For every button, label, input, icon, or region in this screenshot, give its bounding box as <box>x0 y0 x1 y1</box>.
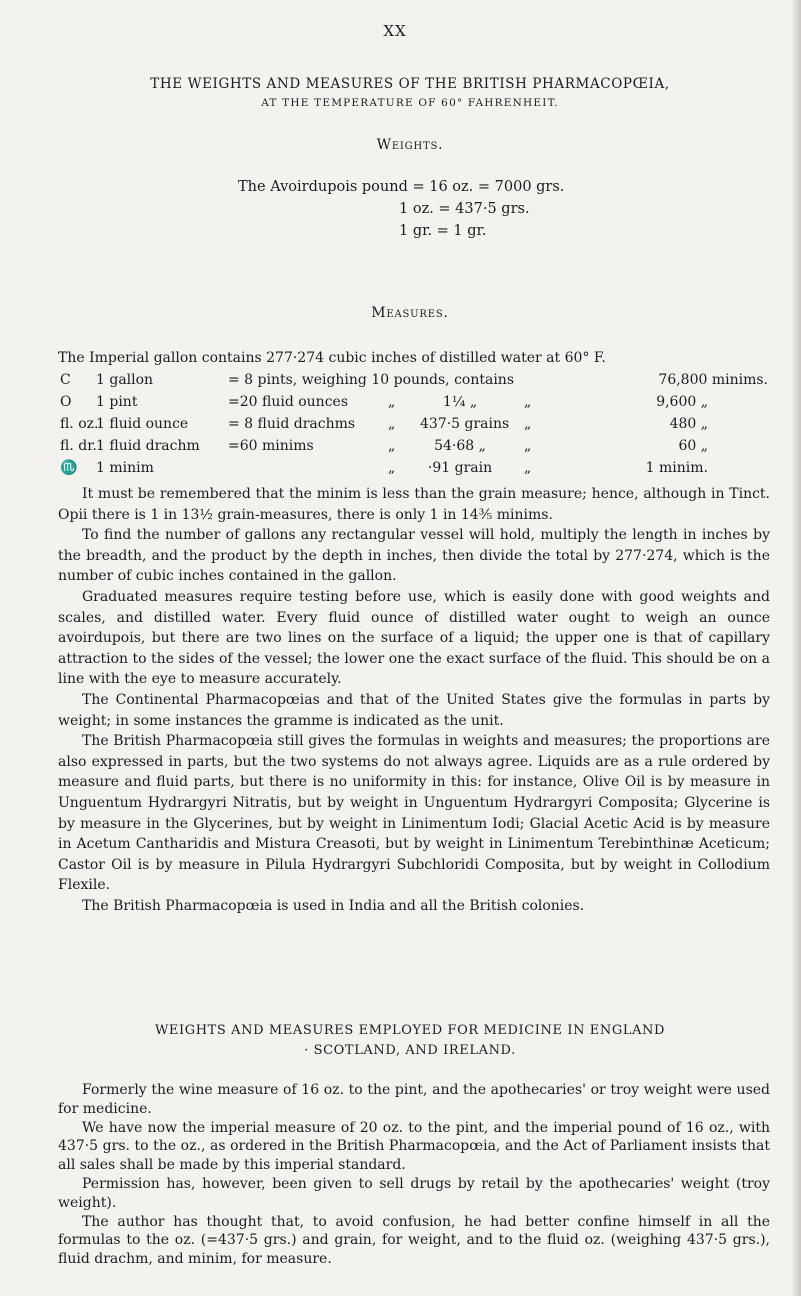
measure-weight: 437·5 grains <box>420 416 510 432</box>
table-row <box>58 460 768 480</box>
measure-minims: 9,600 „ <box>656 394 708 410</box>
measure-equivalent: =20 fluid ounces <box>228 394 349 410</box>
measure-weight: 54·68 „ <box>434 438 486 454</box>
weights-line-1: The Avoirdupois pound = 16 oz. = 7000 grs. <box>238 179 565 195</box>
ditto-mark: „ <box>524 438 532 454</box>
ditto-mark: „ <box>388 460 396 476</box>
ditto-mark: „ <box>388 416 396 432</box>
paragraph: It must be remembered that the minim is less than the grain measure; hence, although in Tinct. Opii there is 1 in 13½ grain-measures, there is only 1 in 14⅗ minims. <box>58 486 770 523</box>
ditto-mark: „ <box>524 416 532 432</box>
measure-name: 1 gallon <box>96 372 154 388</box>
measure-abbr: fl. dr. <box>60 438 97 454</box>
paragraph: The British Pharmacopœia still gives the formulas in weights and measures; the proportions are also expressed in parts, but the two systems do not always agree. Liquids are as a rule ordered by measure and fluid parts, but there is no uniformity in this: for instance, Olive Oil is by measure in Unguentum Hydrargyri Nitratis, but by weight in Unguentum Hydrargyri Composita; Glycerine is by measure in the Glycerines, but by weight in Linimentum Iodi; Glacial Acetic Acid is by measure in Acetum Cantharidis and Mistura Creasoti, but by weight in Linimentum Terebinthinæ Aceticum; Castor Oil is by measure in Pilula Hydrargyri Subchloridi Composita, but by weight in Collodium Flexile. <box>58 733 770 894</box>
ditto-mark: „ <box>524 460 532 476</box>
measure-abbr: C <box>60 372 71 388</box>
weights-line-3: 1 gr. = 1 gr. <box>399 223 487 239</box>
ditto-mark: „ <box>388 438 396 454</box>
measure-minims: 60 „ <box>678 438 708 454</box>
section-title: THE WEIGHTS AND MEASURES OF THE BRITISH PHARMACOPŒIA, <box>150 76 670 92</box>
measure-name: 1 minim <box>96 460 154 476</box>
measure-weight: ·91 grain <box>427 460 493 476</box>
measure-name: 1 fluid drachm <box>96 438 200 454</box>
measure-minims: 1 minim. <box>645 460 708 476</box>
paragraph: The author has thought that, to avoid confusion, he had better confine himself in all the formulas to the oz. (=437·5 grs.) and grain, for weight, and to the fluid oz. (weighing 437·5 grs.), fluid drachm, and minim, for measure. <box>58 1213 770 1268</box>
paragraph: To find the number of gallons any rectangular vessel will hold, multiply the length in inches by the breadth, and the product by the depth in inches, then divide the total by 277·274, which is the number of cubic inches contained in the gallon. <box>58 527 770 585</box>
paragraph: Permission has, however, been given to sell drugs by retail by the apothecaries' weight (troy weight). <box>58 1175 770 1211</box>
measure-equivalent: = 8 pints, weighing 10 pounds, contains <box>228 372 515 388</box>
table-row <box>58 372 768 392</box>
weights-heading: Weights. <box>376 137 444 153</box>
measure-abbr: O <box>60 394 72 410</box>
table-row <box>58 438 768 458</box>
section-title-2: WEIGHTS AND MEASURES EMPLOYED FOR MEDICINE IN ENGLAND <box>154 1023 666 1038</box>
measures-intro: The Imperial gallon contains 277·274 cubic inches of distilled water at 60° F. <box>58 350 606 366</box>
paragraph: The Continental Pharmacopœias and that of the United States give the formulas in parts by weight; in some instances the gramme is indicated as the unit. <box>58 691 770 729</box>
measure-minims: 480 „ <box>669 416 708 432</box>
measure-abbr: fl. oz. <box>60 416 99 432</box>
section-title-2-line-2: · SCOTLAND, AND IRELAND. <box>304 1043 516 1058</box>
paragraph: Graduated measures require testing before use, which is easily done with good weights and scales, and distilled water. Every fluid ounce of distilled water ought to weigh an ounce avoirdupois, but there are two lines on the surface of a liquid; the upper one is that of capillary attraction to the sides of the vessel; the lower one the exact surface of the fluid. This should be on a line with the eye to measure accurately. <box>58 588 770 688</box>
measure-equivalent: =60 minims <box>228 438 314 454</box>
measure-equivalent: = 8 fluid drachms <box>228 416 356 432</box>
measure-abbr: ♏ <box>60 460 78 476</box>
measure-name: 1 fluid ounce <box>96 416 189 432</box>
measures-explanation <box>58 484 770 916</box>
measure-weight: 1¼ „ <box>442 394 478 410</box>
measures-heading: Measures. <box>371 305 449 321</box>
weights-line-2: 1 oz. = 437·5 grs. <box>399 201 530 217</box>
section-2-body <box>58 1081 770 1269</box>
page-edge-shadow <box>791 0 801 1296</box>
ditto-mark: „ <box>524 394 532 410</box>
section-subtitle: AT THE TEMPERATURE OF 60° FAHRENHEIT. <box>261 97 559 109</box>
measure-minims: 76,800 minims. <box>658 372 768 388</box>
table-row <box>58 416 768 436</box>
ditto-mark: „ <box>388 394 396 410</box>
table-row <box>58 394 768 414</box>
paragraph: The British Pharmacopœia is used in India and all the British colonies. <box>82 897 585 914</box>
measure-name: 1 pint <box>96 394 138 410</box>
paragraph: We have now the imperial measure of 20 oz. to the pint, and the imperial pound of 16 oz., with 437·5 grs. to the oz., as ordered in the British Pharmacopœia, and the Act of Parliament insists that all sales shall be made by this imperial standard. <box>58 1119 770 1174</box>
paragraph: Formerly the wine measure of 16 oz. to the pint, and the apothecaries' or troy weight were used for medicine. <box>58 1082 770 1117</box>
page-number: XX <box>383 22 407 40</box>
